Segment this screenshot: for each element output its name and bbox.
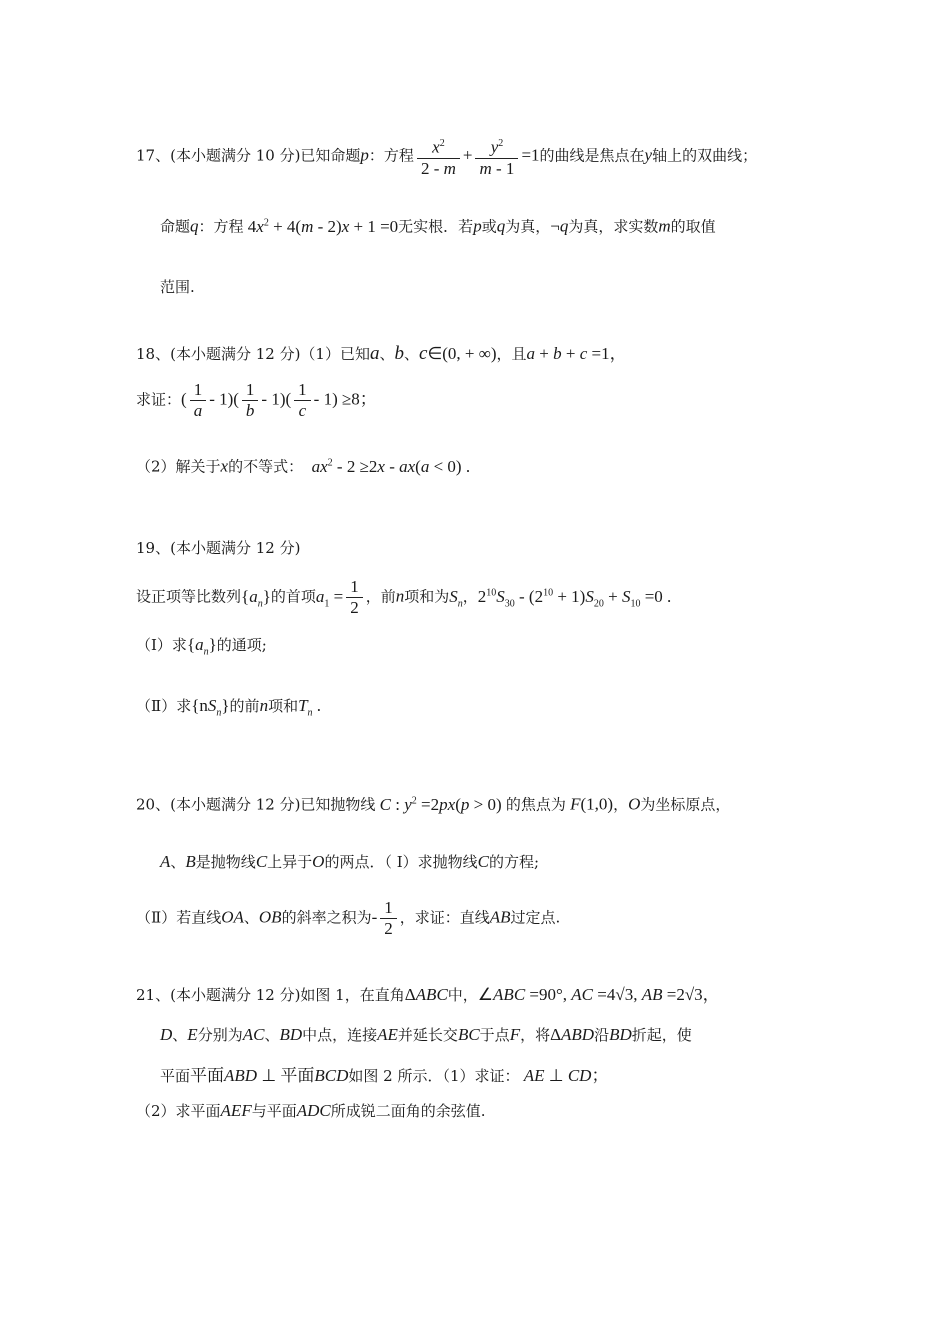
p17-text: 的取值 (670, 217, 716, 236)
p21-text: 中， (447, 986, 478, 1004)
p17-text: ：方程 (368, 146, 414, 165)
p17-text: 范围. (160, 278, 195, 296)
problem-20-line-3: （Ⅱ）若直线OA、OB的斜率之积为- $\frac{1}{2}$ ，求证：直线AB过定点. (136, 898, 561, 938)
p19-text: 的通项; (216, 636, 267, 654)
p19-text: 项和为 (404, 587, 450, 606)
p21-text: 与平面 (251, 1102, 297, 1120)
problem-17-line-2: 命题q：方程 $4x^2 + 4(m - 2)x + 1 =0$无实根．若p或q为真，¬q为真，求实数m的取值 (160, 216, 716, 236)
p21-text: 分别为 (197, 1026, 243, 1044)
p21-text: 中点，连接 (302, 1026, 378, 1044)
p20-text: 过定点. (510, 908, 561, 927)
p20-text: 的方程; (489, 853, 540, 871)
p17-text: ：方程 (198, 217, 244, 236)
p18-text: （2）解关于 (136, 457, 221, 476)
p19-text: ，前 (365, 587, 396, 606)
p20-text: ， (613, 795, 629, 814)
p18-text: 的不等式： (228, 457, 304, 476)
p21-text: 并延长交 (397, 1026, 458, 1044)
p18-text: 18、(本小题满分 12 分)（1）已知 (136, 345, 370, 363)
p21-text: 于点 (479, 1026, 510, 1044)
p19-text: （Ⅱ）求 (136, 697, 192, 715)
p20-text: 为坐标原点， (640, 795, 731, 814)
p17-text: 为真， (505, 217, 551, 236)
p19-text: ， (462, 587, 478, 606)
p20-text: 上异于 (267, 853, 313, 871)
p17-text: 的曲线是焦点在 (539, 146, 645, 165)
p17-text: 17、(本小题满分 10 分)已知命题 (136, 146, 361, 165)
problem-21-line-1: 21、(本小题满分 12 分)如图 1，在直角ΔABC中，∠ABC =90°, AC =4√3, AB =2√3， (136, 985, 720, 1004)
p21-text: 平面 (160, 1067, 191, 1085)
p21-text: 如图 2 所示．（1）求证： (348, 1067, 520, 1085)
problem-18-line-2: 求证：( $\frac{1}{a}$ - 1)( $\frac{1}{b}$ - 1)( $\frac{1}{c}$ - 1) ≥8； (136, 380, 377, 420)
problem-19-line-3: （Ⅰ）求$\{a_n\}$的通项; (136, 635, 267, 658)
p20-text: 是抛物线 (195, 853, 256, 871)
fraction: $\frac{y^2}{m - 1}$ (475, 134, 518, 179)
p17-text: 命题 (160, 217, 191, 236)
p21-text: 所成锐二面角的余弦值. (330, 1102, 486, 1120)
p21-text: （2）求平面 (136, 1102, 221, 1120)
p19-text: 项和 (268, 697, 299, 715)
p20-text: 的斜率之积为 (281, 908, 372, 927)
p19-text: （Ⅰ）求 (136, 636, 187, 654)
problem-20-line-2: A、B是抛物线C上异于O的两点．（ I）求抛物线C的方程; (160, 852, 540, 871)
math: p (360, 145, 369, 165)
p19-text: 的前 (229, 697, 260, 715)
problem-21-line-4: （2）求平面AEF与平面ADC所成锐二面角的余弦值. (136, 1101, 486, 1120)
p17-text: 或 (481, 217, 497, 236)
p18-text: ，且 (496, 345, 527, 363)
p20-text: 20、(本小题满分 12 分)已知抛物线 (136, 795, 376, 814)
problem-18-line-3: （2）解关于x的不等式： $ax^2 - 2 \ge 2x - ax(a < 0)$ . (136, 456, 471, 476)
fraction: $\frac{x^2}{2 - m}$ (417, 134, 460, 179)
problem-20-line-1: 20、(本小题满分 12 分)已知抛物线 C : $y^2 =2px(p > 0)$ 的焦点为 F(1,0)，O为坐标原点， (136, 794, 731, 814)
p21-text: 折起，使 (631, 1026, 692, 1044)
p19-text: 19、(本小题满分 12 分) (136, 539, 301, 557)
p21-text: 沿 (594, 1026, 610, 1044)
problem-19-line-2: 设正项等比数列$\{a_n\}$的首项$a_1$ = $\frac{1}{2}$ ，前n项和为$S_n$，$2^{10}S_{30} - (2^{10} + 1)S_{20} + S_{10} =0$ . (136, 577, 672, 617)
p21-text: ，将 (520, 1026, 551, 1044)
p20-text: （Ⅱ）若直线 (136, 908, 222, 927)
p18-text: 求证： (136, 390, 182, 409)
p17-text: 为真，求实数 (568, 217, 659, 236)
p19-text: 设正项等比数列 (136, 587, 242, 606)
problem-19-line-4: （Ⅱ）求$\{nS_n\}$的前n项和$T_n$ . (136, 696, 322, 719)
problem-21-line-3: 平面平面ABD ⊥ 平面BCD如图 2 所示．（1）求证： AE ⊥ CD； (160, 1066, 609, 1085)
p17-text: 轴上的双曲线； (652, 146, 758, 165)
p19-text: 的首项 (270, 587, 316, 606)
problem-21-line-2: D、E分别为AC、BD中点，连接AE并延长交BC于点F，将ΔABD沿BD折起，使 (160, 1025, 692, 1044)
problem-17-line-1: 17、(本小题满分 10 分)已知命题p：方程 $\frac{x^2}{2 - m}$ + $\frac{y^2}{m - 1}$ =1的曲线是焦点在y轴上的双曲线； (136, 134, 757, 179)
p20-text: ，求证：直线 (399, 908, 490, 927)
problem-17-line-3 (160, 276, 195, 298)
problem-19-line-1 (136, 537, 300, 559)
p20-text: 的两点．（ I）求抛物线 (324, 853, 478, 871)
problem-18-line-1: 18、(本小题满分 12 分)（1）已知a、b、c∈(0, + ∞)，且a + b + c =1， (136, 343, 627, 364)
p21-text: 21、(本小题满分 12 分)如图 1，在直角 (136, 986, 405, 1004)
p17-text: 无实根．若 (398, 217, 474, 236)
p20-text: 的焦点为 (505, 795, 566, 814)
